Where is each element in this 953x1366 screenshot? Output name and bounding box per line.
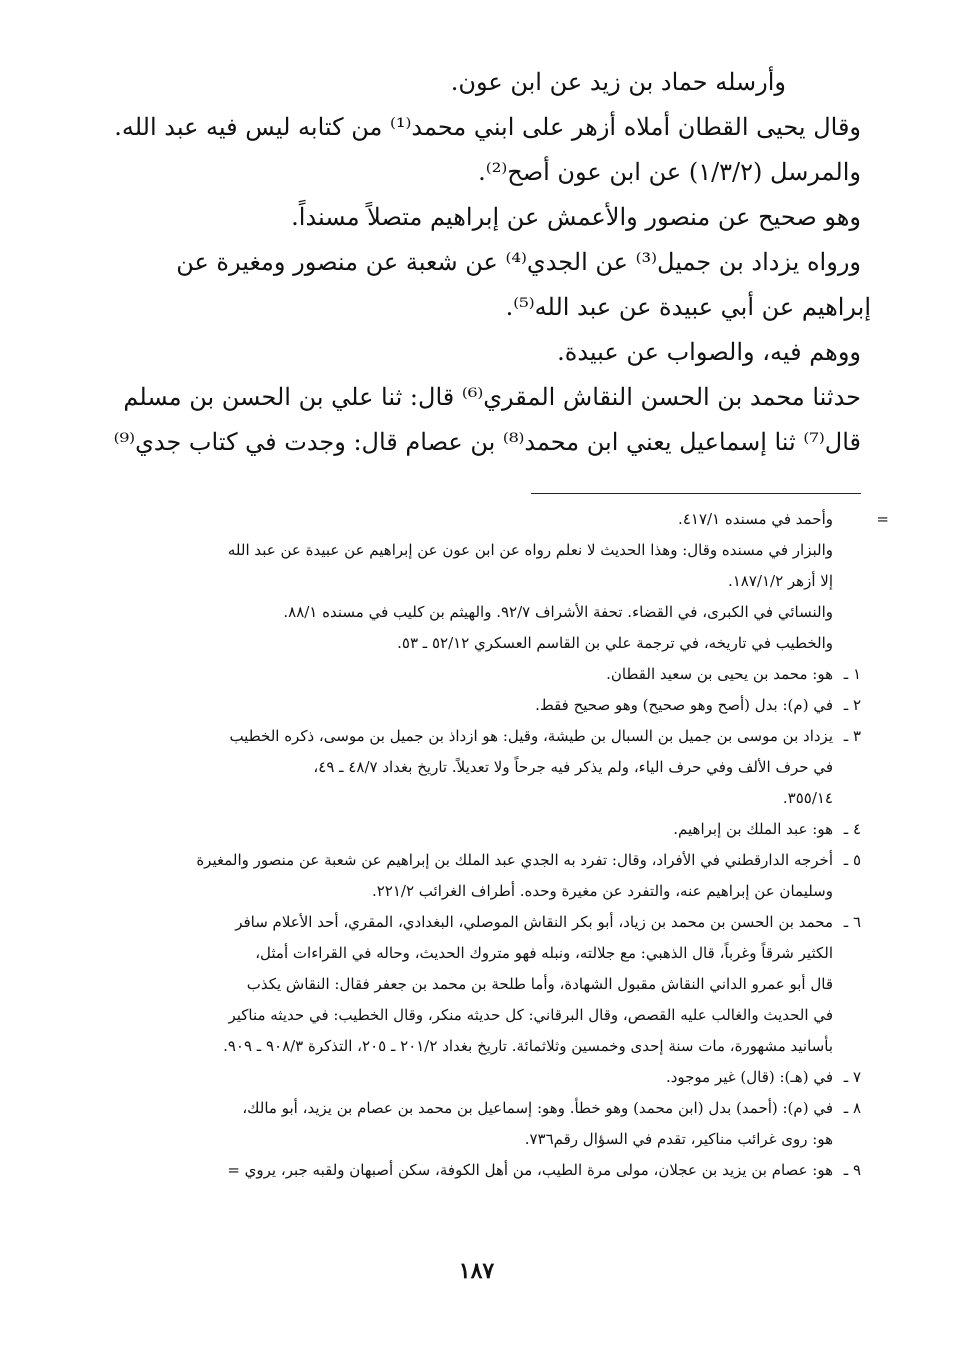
footnote-number: ٢ ـ [843, 696, 861, 714]
footnote-9 [91, 1155, 861, 1186]
footnote-line: هو: عصام بن يزيد بن عجلان، مولى مرة الطيب، من أهل الكوفة، سكن أصبهان ولقبه جبر، يروي = [227, 1161, 833, 1179]
footnote-line: يزداد بن موسى بن جميل بن السبال بن طيشة، وقيل: هو ازداذ بن جميل بن موسى، ذكره الخطيب [229, 727, 833, 745]
page-content [91, 60, 889, 1186]
footnote-line: في حرف الألف وفي حرف الياء، ولم يذكر فيه جرحاً ولا تعديلاً. تاريخ بغداد ٤٨/٧ ـ ٤٩، [313, 758, 833, 776]
footnote-1 [91, 659, 861, 690]
footnote-divider [531, 493, 861, 494]
footnote-line: في (م): (أحمد) بدل (ابن محمد) وهو خطأ. وهو: إسماعيل بن محمد بن عصام بن يزيد، أبو مالك، [242, 1099, 833, 1117]
footnote-4 [91, 814, 861, 845]
footnote-line: هو: روى غرائب مناكير، تقدم في السؤال رقم٧٣٦. [524, 1130, 833, 1148]
footnote-number: ٩ ـ [843, 1161, 861, 1179]
continuation-mark: = [876, 510, 889, 528]
footnote-number: ٤ ـ [843, 820, 861, 838]
main-line: إبراهيم عن أبي عبيدة عن عبد الله⁽⁵⁾. [505, 293, 871, 321]
footnote-line: في (هـ): (قال) غير موجود. [665, 1068, 833, 1086]
footnote-line: ٣٥٥/١٤. [782, 789, 833, 807]
footnote-line: في (م): بدل (أصح وهو صحيح) وهو صحيح فقط. [535, 696, 833, 714]
main-text [91, 60, 871, 465]
main-line: وقال يحيى القطان أملاه أزهر على ابني محمد⁽¹⁾ من كتابه ليس فيه عبد الله. [114, 113, 861, 141]
footnote-7 [91, 1062, 861, 1093]
footnote-5 [91, 845, 861, 907]
footnote-number: ١ ـ [843, 665, 861, 683]
footnote-line: وسليمان عن إبراهيم عنه، والتفرد عن مغيرة وحده. أطراف الغرائب ٢٢١/٢. [371, 882, 833, 900]
footnote-line: قال أبو عمرو الداني النقاش مقبول الشهادة، وأما طلحة بن محمد بن جعفر فقال: النقاش يكذب [246, 975, 833, 993]
footnote-3 [91, 721, 861, 814]
footnote-line: هو: عبد الملك بن إبراهيم. [673, 820, 833, 838]
footnote-8 [91, 1093, 861, 1155]
footnote-number: ٨ ـ [843, 1099, 861, 1117]
footnote-number: ٧ ـ [843, 1068, 861, 1086]
footnote-carry-line: والخطيب في تاريخه، في ترجمة علي بن القاسم العسكري ٥٢/١٢ ـ ٥٣. [397, 634, 833, 652]
page-number: ١٨٧ [458, 1258, 495, 1284]
main-line: وهو صحيح عن منصور والأعمش عن إبراهيم متصلاً مسنداً. [291, 203, 861, 231]
footnote-line: في الحديث والغالب عليه القصص، وقال البرقاني: كل حديثه منكر، وقال الخطيب: في حديثه مناكير [228, 1006, 833, 1024]
footnote-number: ٥ ـ [843, 851, 861, 869]
main-line: والمرسل (١/٣/٢) عن ابن عون أصح⁽²⁾. [478, 158, 861, 186]
footnote-line: أخرجه الدارقطني في الأفراد، وقال: تفرد به الجدي عبد الملك بن إبراهيم عن شعبة عن منصور والمغيرة [196, 851, 833, 869]
footnote-carry-line: وأحمد في مسنده ٤١٧/١. [678, 510, 833, 528]
footnote-line: الكثير شرقاً وغرباً، قال الذهبي: مع جلالته، ونبله فهو متروك الحديث، وحاله في القراءات أمثل، [255, 944, 833, 962]
main-line: وأرسله حماد بن زيد عن ابن عون. [450, 68, 786, 96]
footnote-carry-line: والنسائي في الكبرى، في القضاء. تحفة الأشراف ٩٢/٧. والهيثم بن كليب في مسنده ٨٨/١. [283, 603, 833, 621]
footnotes [91, 504, 889, 1186]
main-line: ورواه يزداد بن جميل⁽³⁾ عن الجدي⁽⁴⁾ عن شعبة عن منصور ومغيرة عن [176, 248, 861, 276]
main-line: حدثنا محمد بن الحسن النقاش المقري⁽⁶⁾ قال: ثنا علي بن الحسن بن مسلم [123, 383, 861, 411]
footnote-line: بأسانيد مشهورة، مات سنة إحدى وخمسين وثلاثمائة. تاريخ بغداد ٢٠١/٢ ـ ٢٠٥، التذكرة ٩٠٨/٣ ـ ٩٠٩. [223, 1037, 833, 1055]
main-line: ووهم فيه، والصواب عن عبيدة. [557, 338, 861, 366]
footnote-number: ٣ ـ [843, 727, 861, 745]
footnote-carry-line: إلا أزهر ١٨٧/١/٢. [727, 572, 833, 590]
footnote-number: ٦ ـ [843, 913, 861, 931]
footnote-line: محمد بن الحسن بن محمد بن زياد، أبو بكر النقاش الموصلي، البغدادي، المقري، أحد الأعلام سافر [235, 913, 833, 931]
footnote-carry-line: والبزار في مسنده وقال: وهذا الحديث لا نعلم رواه عن ابن عون عن إبراهيم عن عبيدة عن عبد الله [227, 541, 833, 559]
footnote-6 [91, 907, 861, 1062]
footnote-2 [91, 690, 861, 721]
footnote-line: هو: محمد بن يحيى بن سعيد القطان. [606, 665, 833, 683]
main-line: قال⁽⁷⁾ ثنا إسماعيل يعني ابن محمد⁽⁸⁾ بن عصام قال: وجدت في كتاب جدي⁽⁹⁾ [113, 428, 861, 456]
